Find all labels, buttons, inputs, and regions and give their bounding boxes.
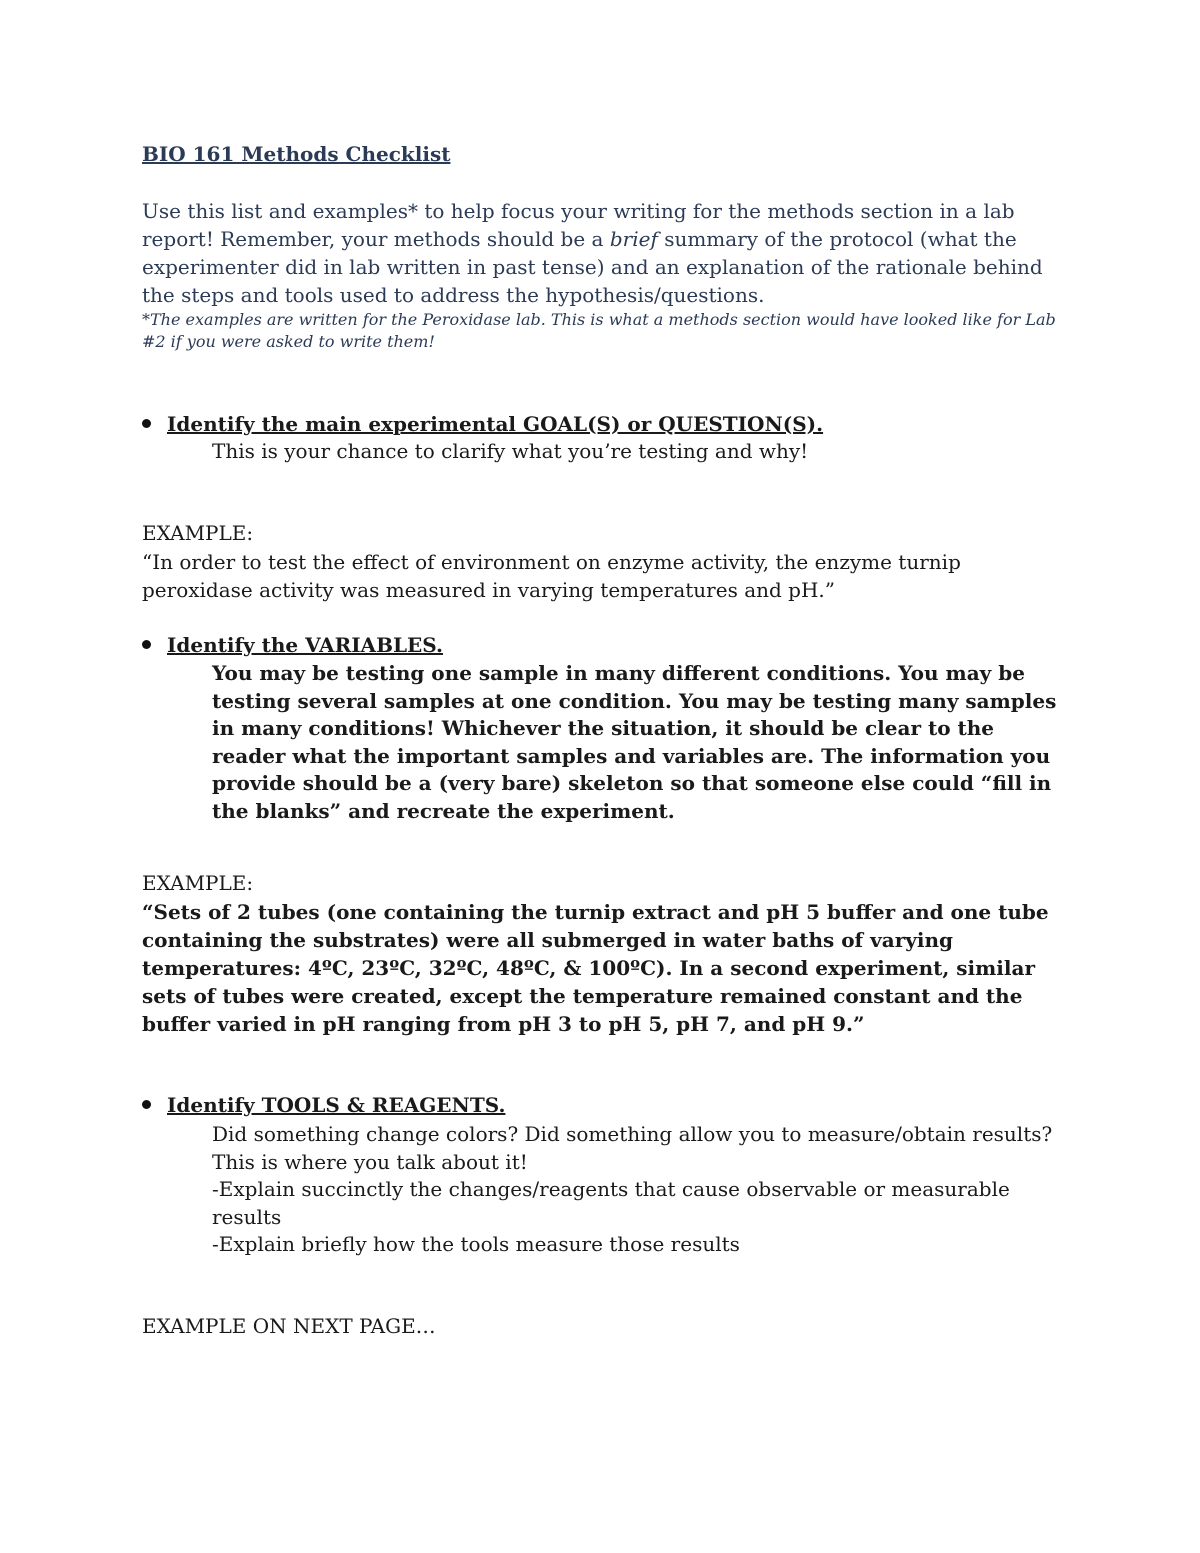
page-title: BIO 161 Methods Checklist — [142, 142, 451, 166]
example-goals: “In order to test the effect of environment on enzyme activity, the enzyme turnip peroxidase activity was measured in varying temperatures and pH.” — [142, 550, 961, 602]
tools-line: -Explain briefly how the tools measure those results — [212, 1232, 740, 1257]
tools-line: This is where you talk about it! — [212, 1149, 528, 1174]
bullet-icon — [142, 419, 151, 428]
section-goals-body: This is your chance to clarify what you’re testing and why! — [212, 439, 809, 463]
bullet-icon — [142, 640, 151, 649]
section-tools-heading: Identify TOOLS & REAGENTS. — [142, 1093, 505, 1117]
intro-text-part1: Use this list and examples* to help focus your writing for the methods section in a lab report! Remember, your methods should be a — [142, 199, 1015, 251]
section-variables-body: You may be testing one sample in many different conditions. You may be testing several samples at one condition. You may be testing many samples in many conditions! Whichever the situation, it should be clear to the reader what the important samples and variables are. The information you provide should be a (very bare) skeleton so that someone else could “fill in the blanks” and recreate the experiment. — [212, 661, 1057, 823]
tools-line: Did something change colors? Did something allow you to measure/obtain results? — [212, 1122, 1053, 1146]
intro-emphasis: brief — [609, 227, 658, 251]
next-page-note: EXAMPLE ON NEXT PAGE… — [142, 1314, 436, 1338]
intro-text-part2: summary of the protocol (what the experimenter did in lab written in past tense) and an explanation of the rationale behind the steps and tools used to address the hypothesis/questions. — [142, 227, 1043, 307]
example-variables: “Sets of 2 tubes (one containing the turnip extract and pH 5 buffer and one tube containing the substrates) were all submerged in water baths of varying temperatures: 4ºC, 23ºC, 32ºC, 48ºC, & 100ºC). In a second experiment, similar sets of tubes were created, except the temperature remained constant and the buffer varied in pH ranging from pH 3 to pH 5, pH 7, and pH 9.” — [142, 900, 1049, 1036]
intro-paragraph — [142, 197, 1062, 309]
bullet-icon — [142, 1100, 151, 1109]
example-label-goals: EXAMPLE: — [142, 521, 254, 545]
examples-note: *The examples are written for the Peroxidase lab. This is what a methods section would have looked like for Lab #2 if you were asked to write them! — [142, 310, 1056, 351]
section-variables-heading: Identify the VARIABLES. — [142, 633, 443, 657]
tools-line: -Explain succinctly the changes/reagents that cause observable or measurable results — [212, 1177, 1010, 1229]
section-tools-body — [212, 1121, 1072, 1259]
section-goals-heading: Identify the main experimental GOAL(S) or QUESTION(S). — [142, 412, 823, 436]
example-label-variables: EXAMPLE: — [142, 871, 254, 895]
